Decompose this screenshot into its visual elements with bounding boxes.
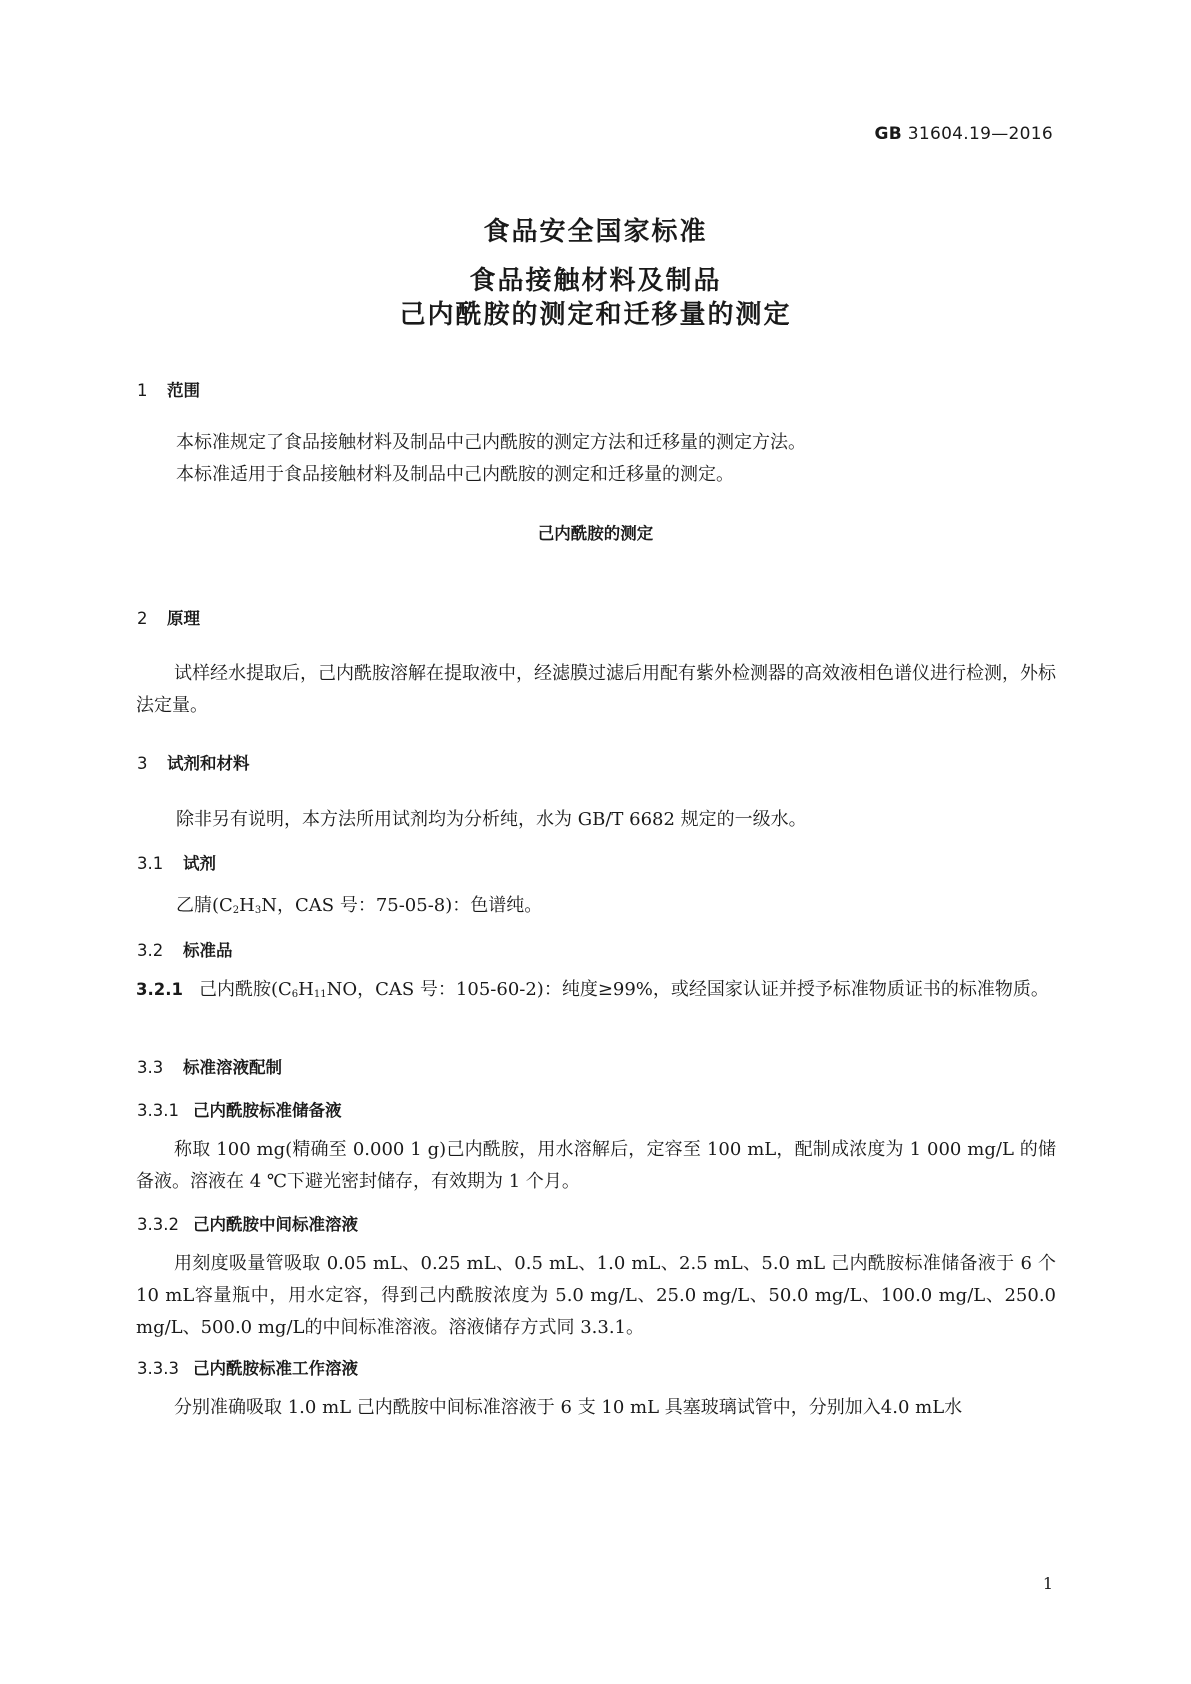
section-title: 标准溶液配制	[183, 1058, 282, 1077]
section-3-3-2-heading	[137, 1211, 358, 1235]
page-number: 1	[1042, 1574, 1053, 1593]
section-title: 己内酰胺标准工作溶液	[193, 1359, 358, 1378]
section-title: 标准品	[183, 941, 233, 960]
paragraph: 试样经水提取后，己内酰胺溶解在提取液中，经滤膜过滤后用配有紫外检测器的高效液相色谱仪进行检测，外标法定量。	[136, 663, 1056, 716]
paragraph	[176, 890, 1056, 927]
subscript: 3	[254, 905, 262, 916]
paragraph: 称取 100 mg(精确至 0.000 1 g)己内酰胺，用水溶解后，定容至 100 mL，配制成浓度为 1 000 mg/L 的储备液。溶液在 4 ℃下避光密封储存，有效期为 1 个月。	[136, 1139, 1056, 1192]
section-number: 3.2.1	[136, 980, 183, 999]
subscript: 2	[232, 905, 240, 916]
paragraph: 本标准适用于食品接触材料及制品中己内酰胺的测定和迁移量的测定。	[176, 464, 734, 485]
part-title: 己内酰胺的测定	[537, 524, 654, 543]
text-run: N，CAS 号：75-05-8)：色谱纯。	[261, 895, 543, 916]
section-3-heading	[137, 750, 250, 774]
paragraph-3-2-1	[136, 974, 1056, 1011]
text-run: H	[239, 895, 255, 916]
text-run: 乙腈(C	[176, 895, 233, 916]
section-number: 3.2	[137, 941, 164, 960]
paragraph: 本标准规定了食品接触材料及制品中己内酰胺的测定方法和迁移量的测定方法。	[176, 432, 806, 453]
section-3-3-1-heading	[137, 1097, 342, 1121]
title-line-1: 食品安全国家标准	[483, 217, 708, 247]
section-number: 1	[137, 381, 148, 400]
section-3-1-heading	[137, 850, 216, 874]
section-number: 2	[137, 609, 148, 628]
section-title: 试剂和材料	[167, 754, 250, 773]
section-number: 3.3.2	[137, 1215, 179, 1234]
section-number: 3.3.1	[137, 1101, 179, 1120]
paragraph: 分别准确吸取 1.0 mL 己内酰胺中间标准溶液于 6 支 10 mL 具塞玻璃试管中，分别加入4.0 mL水	[174, 1397, 963, 1418]
text-run: NO，CAS 号：105-60-2)：纯度≥99%，或经国家认证并授予标准物质证书的标准物质。	[326, 979, 1049, 1000]
section-number: 3.3.3	[137, 1359, 179, 1378]
title-line-2: 食品接触材料及制品	[469, 266, 722, 296]
section-title: 范围	[167, 381, 200, 400]
section-1-heading	[137, 377, 200, 401]
standard-code: GB	[874, 124, 902, 144]
paragraph: 用刻度吸量管吸取 0.05 mL、0.25 mL、0.5 mL、1.0 mL、2.5 mL、5.0 mL 己内酰胺标准储备液于 6 个10 mL容量瓶中，用水定容，得到己内酰胺浓度为 5.0 mg/L、25.0 mg/L、50.0 mg/L、100.0 mg/L、250.0 mg/L、500.0 mg/L的中间标准溶液。溶液储存方式同 3.3.1。	[136, 1253, 1056, 1338]
section-number: 3	[137, 754, 148, 773]
section-2-heading	[137, 605, 200, 629]
subscript: 6	[291, 989, 299, 1000]
standard-header	[874, 124, 1053, 144]
section-3-3-heading	[137, 1054, 282, 1078]
text-run: 己内酰胺(C	[198, 979, 292, 1000]
section-title: 己内酰胺标准储备液	[193, 1101, 342, 1120]
paragraph: 除非另有说明，本方法所用试剂均为分析纯，水为 GB/T 6682 规定的一级水。	[176, 809, 807, 830]
section-title: 己内酰胺中间标准溶液	[193, 1215, 358, 1234]
subscript: 11	[313, 989, 327, 1000]
section-title: 试剂	[183, 854, 216, 873]
standard-number: 31604.19—2016	[907, 124, 1053, 144]
section-title: 原理	[167, 609, 200, 628]
section-3-3-3-heading	[137, 1355, 358, 1379]
section-number: 3.3	[137, 1058, 164, 1077]
section-number: 3.1	[137, 854, 164, 873]
title-line-3: 己内酰胺的测定和迁移量的测定	[399, 300, 792, 330]
section-3-2-heading	[137, 937, 233, 961]
text-run: H	[298, 979, 314, 1000]
